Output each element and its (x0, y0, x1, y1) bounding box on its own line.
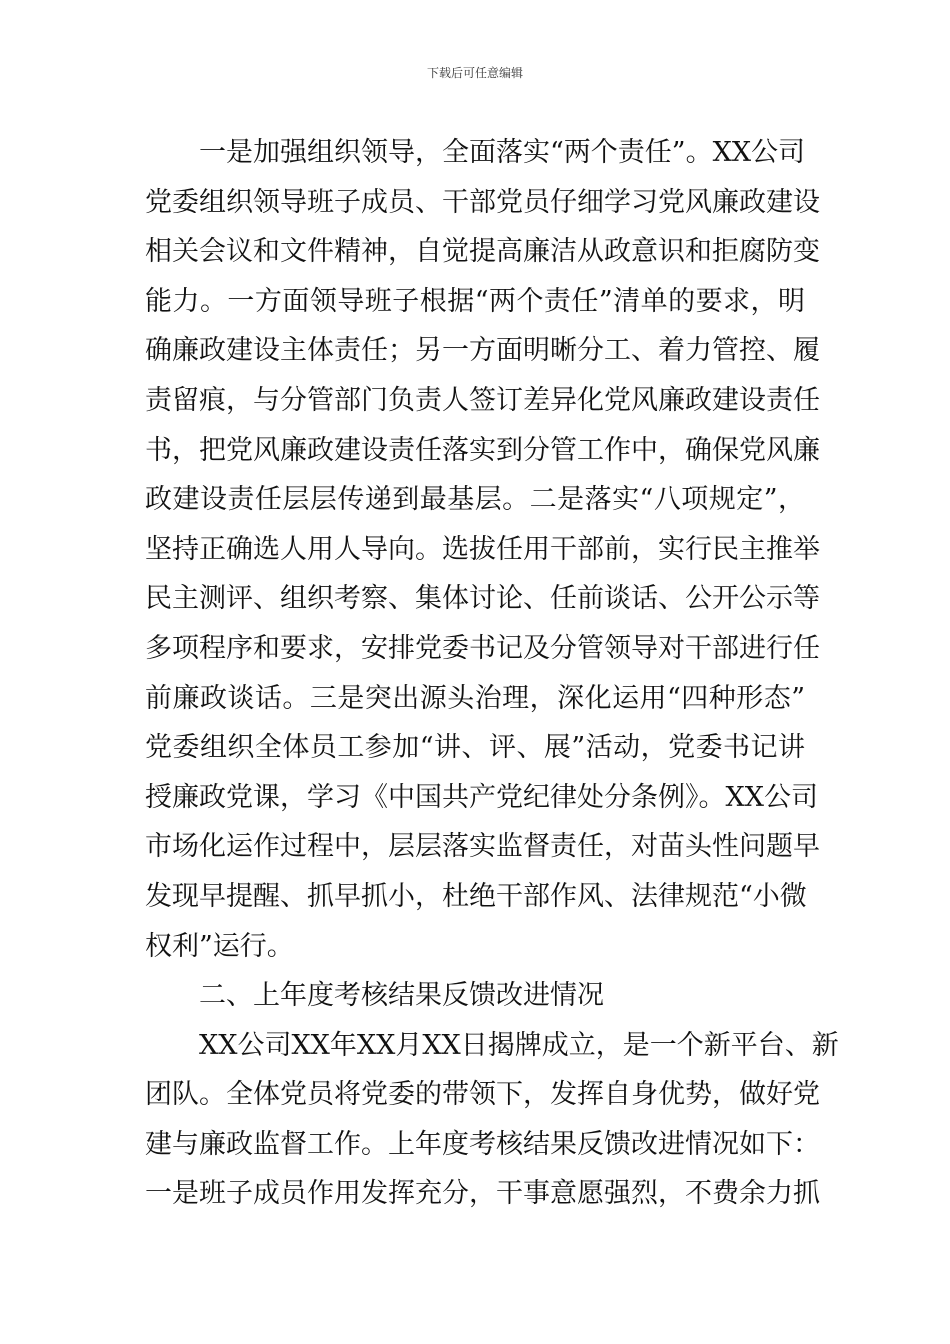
text-line: 党委组织领导班子成员、干部党员仔细学习党风廉政建设 (145, 186, 820, 218)
text-line: 责留痕，与分管部门负责人签订差异化党风廉政建设责任 (145, 384, 820, 416)
text-line: 党委组织全体员工参加“讲、评、展”活动，党委书记讲 (145, 732, 805, 764)
text-line: 前廉政谈话。三是突出源头治理，深化运用“四种形态” (145, 682, 805, 714)
text-line: 相关会议和文件精神，自觉提高廉洁从政意识和拒腐防变 (145, 236, 820, 268)
text-line: 一是加强组织领导，全面落实“两个责任”。XX公司 (199, 137, 806, 168)
text-line: 市场化运作过程中，层层落实监督责任，对苗头性问题早 (145, 831, 820, 863)
text-line: 发现早提醒、抓早抓小，杜绝干部作风、法律规范“小微 (145, 880, 807, 912)
text-line: 权利”运行。 (145, 930, 294, 962)
text-line: XX公司XX年XX月XX日揭牌成立，是一个新平台、新 (199, 1029, 839, 1061)
text-line: 多项程序和要求，安排党委书记及分管领导对干部进行任 (145, 632, 820, 664)
text-line: 确廉政建设主体责任；另一方面明晰分工、着力管控、履 (145, 335, 820, 367)
text-line: 一是班子成员作用发挥充分，干事意愿强烈，不费余力抓 (145, 1178, 820, 1210)
text-line: 民主测评、组织考察、集体讨论、任前谈话、公开公示等 (145, 583, 820, 615)
document-body (145, 128, 839, 1219)
text-line: 政建设责任层层传递到最基层。二是落实“八项规定”， (145, 484, 805, 516)
text-line: 书，把党风廉政建设责任落实到分管工作中，确保党风廉 (145, 434, 820, 466)
text-line: 授廉政党课，学习《中国共产党纪律处分条例》。XX公司 (145, 781, 818, 813)
text-line: 能力。一方面领导班子根据“两个责任”清单的要求，明 (145, 285, 805, 317)
text-line: 建与廉政监督工作。上年度考核结果反馈改进情况如下： (145, 1128, 820, 1160)
page-header: 下载后可任意编辑 (426, 66, 523, 80)
text-line: 二、上年度考核结果反馈改进情况 (199, 980, 604, 1012)
text-line: 坚持正确选人用人导向。选拔任用干部前，实行民主推举 (145, 533, 820, 565)
text-line: 团队。全体党员将党委的带领下，发挥自身优势，做好党 (145, 1079, 820, 1111)
